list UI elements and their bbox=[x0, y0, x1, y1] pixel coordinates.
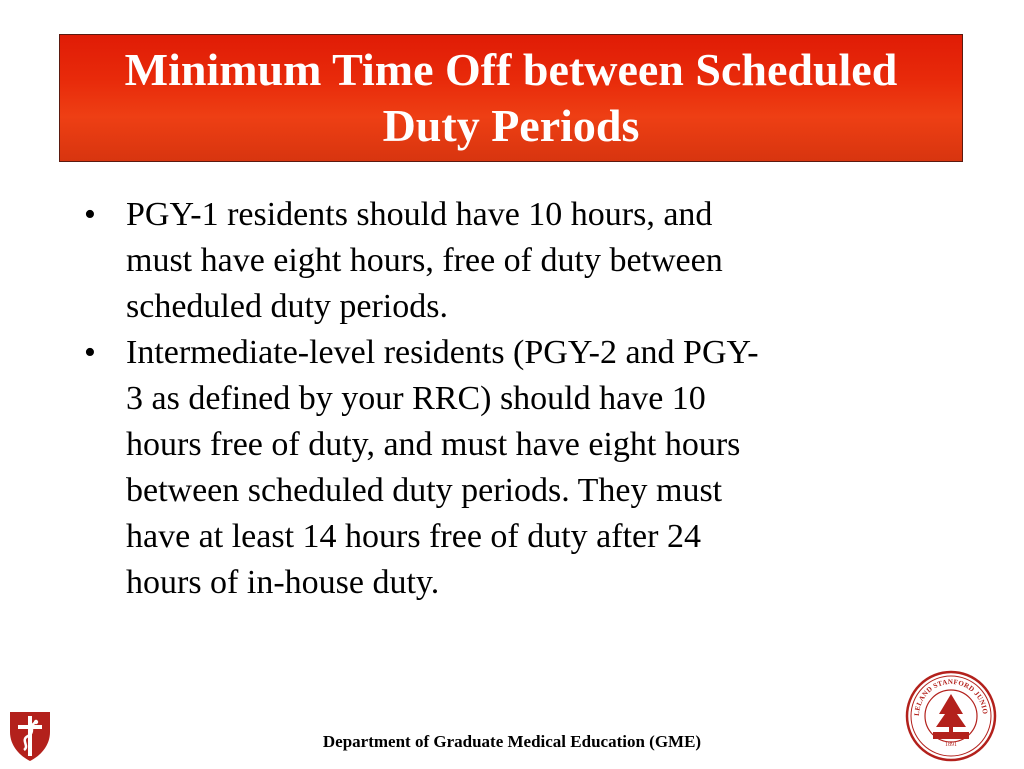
slide-title-box bbox=[59, 34, 963, 162]
bullet-item-2 bbox=[84, 330, 944, 606]
svg-text:LELAND STANFORD JUNIOR UNIVERS: LELAND STANFORD JUNIO bbox=[912, 677, 990, 717]
bullet-2-line-5: have at least 14 hours free of duty after 24 bbox=[126, 518, 701, 555]
bullet-mark: • bbox=[84, 196, 96, 233]
svg-text:1891: 1891 bbox=[945, 742, 957, 748]
bullet-mark: • bbox=[84, 334, 96, 371]
bullet-2-line-4: between scheduled duty periods. They must bbox=[126, 472, 723, 509]
bullet-2-line-1: Intermediate-level residents (PGY-2 and PGY- bbox=[126, 334, 759, 371]
bullet-2-line-3: hours free of duty, and must have eight hours bbox=[126, 426, 741, 463]
slide-title-line-2: Duty Periods bbox=[382, 100, 640, 151]
footer-department: Department of Graduate Medical Education (GME) bbox=[322, 732, 702, 751]
bullet-1-line-2: must have eight hours, free of duty between bbox=[126, 242, 723, 279]
bullet-item-1 bbox=[84, 192, 944, 330]
bullet-list bbox=[84, 192, 944, 606]
bullet-1-line-3: scheduled duty periods. bbox=[126, 288, 448, 325]
slide-title-line-1: Minimum Time Off between Scheduled bbox=[124, 44, 898, 95]
university-seal-icon bbox=[905, 670, 997, 762]
bullet-1-line-1: PGY-1 residents should have 10 hours, and bbox=[126, 196, 713, 233]
bullet-2-line-6: hours of in-house duty. bbox=[126, 564, 440, 601]
bullet-2-line-2: 3 as defined by your RRC) should have 10 bbox=[126, 380, 706, 417]
